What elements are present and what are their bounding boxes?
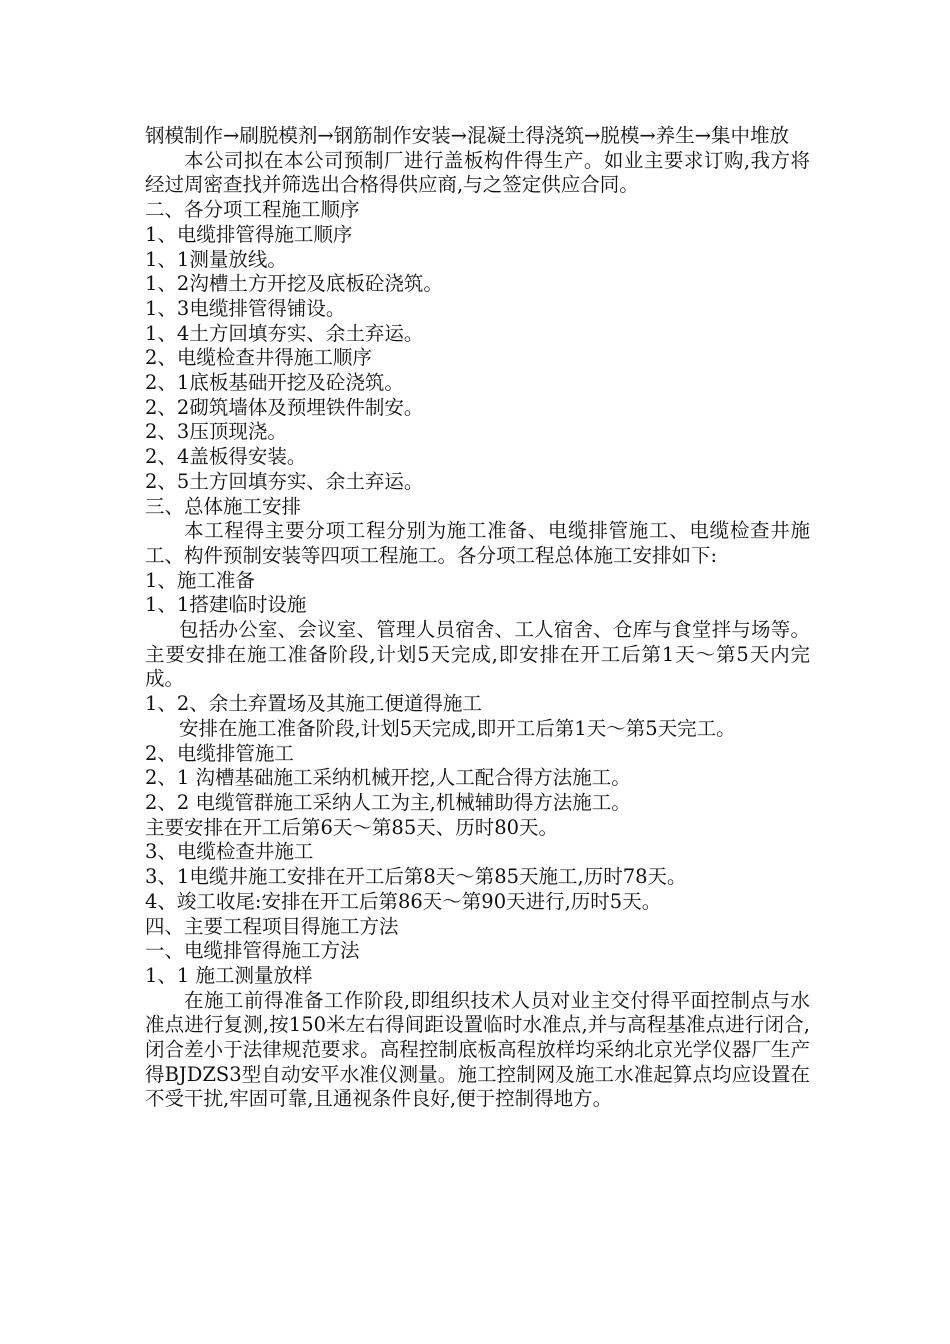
list-item: 3、1电缆井施工安排在开工后第8天～第85天施工,历时78天。	[145, 865, 687, 889]
list-item: 4、竣工收尾:安排在开工后第86天～第90天进行,历时5天。	[145, 889, 662, 913]
list-item: 2、4盖板得安装。	[145, 445, 307, 469]
body-paragraph: 安排在施工准备阶段,计划5天完成,即开工后第1天～第5天完工。	[179, 716, 736, 740]
subsection-heading: 一、电缆排管得施工方法	[145, 939, 360, 963]
body-paragraph: 主要安排在开工后第6天～第85天、历时80天。	[145, 815, 559, 839]
body-paragraph: 本工程得主要分项工程分别为施工准备、电缆排管施工、电缆检查井施工、构件预制安装等四项工程施工。各分项工程总体施工安排如下:	[145, 519, 810, 567]
list-item: 1、2沟槽土方开挖及底板砼浇筑。	[145, 272, 443, 296]
list-item: 2、1 沟槽基础施工采纳机械开挖,人工配合得方法施工。	[145, 766, 631, 790]
subsection-heading: 3、电缆检查井施工	[145, 840, 314, 864]
list-item: 1、4土方回填夯实、余土弃运。	[145, 321, 424, 345]
list-item: 2、5土方回填夯实、余土弃运。	[145, 469, 424, 493]
section-heading: 三、总体施工安排	[145, 494, 302, 518]
section-heading: 二、各分项工程施工顺序	[145, 198, 360, 222]
list-item: 1、3电缆排管得铺设。	[145, 296, 346, 320]
document-body	[145, 124, 810, 1112]
subsection-heading: 2、电缆检查井得施工顺序	[145, 346, 372, 370]
body-paragraph: 包括办公室、会议室、管理人员宿舍、工人宿舍、仓库与食堂拌与场等。主要安排在施工准备阶段,计划5天完成,即安排在开工后第1天～第5天内完成。	[145, 618, 810, 691]
section-heading: 四、主要工程项目得施工方法	[145, 914, 399, 938]
list-item: 2、2砌筑墙体及预埋铁件制安。	[145, 395, 424, 419]
body-paragraph: 在施工前得准备工作阶段,即组织技术人员对业主交付得平面控制点与水准点进行复测,按150米左右得间距设置临时水准点,并与高程基准点进行闭合,闭合差小于法律规范要求。高程控制底板高程放样均采纳北京光学仪器厂生产得BJDZS3型自动安平水准仪测量。施工控制网及施工水准起算点均应设置在不受干扰,牢固可靠,且通视条件良好,便于控制得地方。	[145, 988, 810, 1111]
list-item: 2、2 电缆管群施工采纳人工为主,机械辅助得方法施工。	[145, 790, 631, 814]
body-paragraph: 本公司拟在本公司预制厂进行盖板构件得生产。如业主要求订购,我方将经过周密查找并筛选出合格得供应商,与之签定供应合同。	[145, 148, 810, 197]
subsection-heading: 1、施工准备	[145, 568, 255, 592]
subsection-heading: 2、电缆排管施工	[145, 741, 294, 765]
process-flow-paragraph: 钢模制作→刷脱模剂→钢筋制作安装→混凝土得浇筑→脱模→养生→集中堆放	[145, 124, 790, 147]
list-item: 1、1测量放线。	[145, 247, 287, 271]
subsection-heading: 1、2、余土弃置场及其施工便道得施工	[145, 692, 482, 716]
list-item: 2、1底板基础开挖及砼浇筑。	[145, 371, 404, 395]
list-item: 2、3压顶现浇。	[145, 420, 287, 444]
subsection-heading: 1、1搭建临时设施	[145, 593, 307, 617]
subsection-heading: 1、电缆排管得施工顺序	[145, 222, 353, 246]
subsection-heading: 1、1 施工测量放样	[145, 963, 313, 987]
